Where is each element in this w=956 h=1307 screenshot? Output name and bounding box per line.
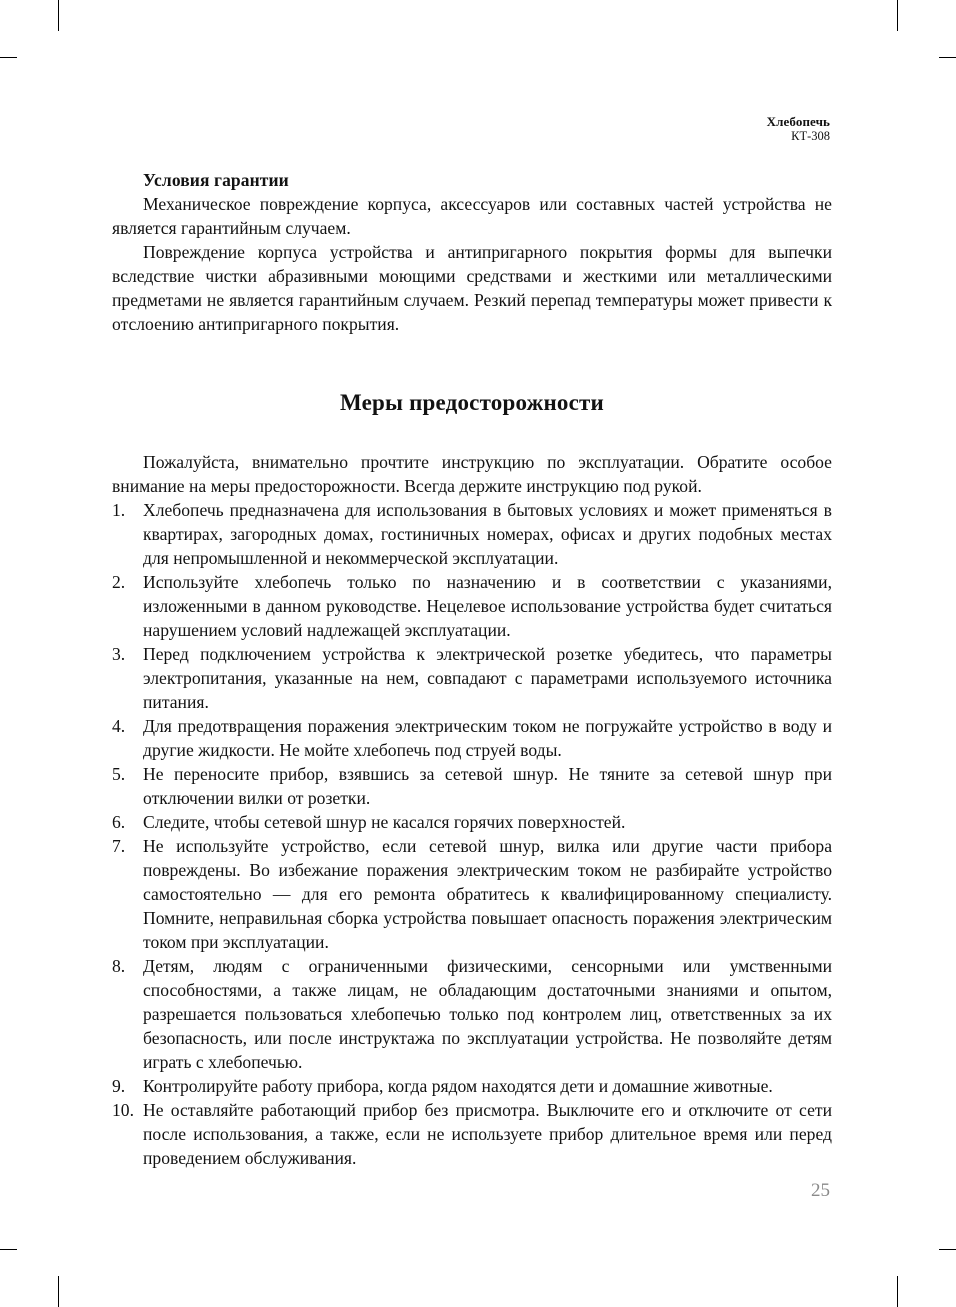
list-item-number: 1. — [112, 500, 126, 520]
crop-mark-bottom-right-vertical — [897, 1276, 898, 1307]
running-head-model: КТ-308 — [791, 129, 830, 144]
list-item — [112, 498, 832, 570]
page-number: 25 — [811, 1180, 830, 1201]
list-item — [112, 1098, 832, 1170]
list-item — [112, 810, 832, 834]
running-head — [767, 114, 830, 144]
spacer-below-main-heading — [112, 418, 832, 450]
warranty-paragraph-2: Повреждение корпуса устройства и антипригарного покрытия формы для выпечки вследствие чистки абразивными моющими средствами и жесткими или металлическими предметами не является гарантийным случаем. Резкий перепад температуры может привести к отслоению антипригарного покрытия. — [112, 242, 832, 334]
warranty-paragraph-1: Механическое повреждение корпуса, аксессуаров или составных частей устройства не является гарантийным случаем. — [112, 194, 832, 238]
crop-mark-top-left-vertical — [58, 0, 59, 31]
crop-mark-bottom-left-vertical — [58, 1276, 59, 1307]
list-item-text: Не оставляйте работающий прибор без присмотра. Выключите его и отключите от сети после использования, а также, если не используете прибор длительное время или перед проведением обслуживания. — [143, 1100, 832, 1168]
list-item-text: Для предотвращения поражения электрическим током не погружайте устройство в воду и другие жидкости. Не мойте хлебопечь под струей воды. — [143, 716, 832, 760]
list-item — [112, 570, 832, 642]
warranty-heading: Условия гарантии — [143, 170, 289, 190]
crop-mark-bottom-right-horizontal — [939, 1249, 956, 1250]
list-item-text: Хлебопечь предназначена для использования в бытовых условиях и может применяться в квартирах, загородных домах, гостиничных номерах, офисах и других подобных местах для непромышленной и некоммерческой эксплуатации. — [143, 500, 832, 568]
running-head-title: Хлебопечь — [766, 114, 830, 129]
crop-mark-top-right-horizontal — [939, 57, 956, 58]
list-item-text: Не переносите прибор, взявшись за сетевой шнур. Не тяните за сетевой шнур при отключении вилки от розетки. — [143, 764, 832, 808]
safety-rules-list — [112, 498, 832, 1170]
spacer-above-main-heading — [112, 336, 832, 388]
crop-mark-top-left-horizontal — [0, 57, 17, 58]
list-item — [112, 762, 832, 810]
text-column — [112, 168, 832, 1170]
list-item-number: 2. — [112, 572, 126, 592]
crop-mark-top-right-vertical — [897, 0, 898, 31]
list-item-text: Следите, чтобы сетевой шнур не касался горячих поверхностей. — [143, 812, 626, 832]
list-item-number: 9. — [112, 1076, 126, 1096]
list-item — [112, 834, 832, 954]
list-item-number: 4. — [112, 716, 126, 736]
list-item-number: 5. — [112, 764, 126, 784]
list-item-number: 10. — [112, 1100, 134, 1120]
list-item — [112, 642, 832, 714]
list-item — [112, 954, 832, 1074]
list-item-number: 7. — [112, 836, 126, 856]
page-title: Меры предосторожности — [339, 390, 604, 415]
list-item — [112, 1074, 832, 1098]
list-item-text: Используйте хлебопечь только по назначению и в соответствии с указаниями, изложенными в данном руководстве. Нецелевое использование устройства будет считаться нарушением условий надлежащей эксплуатации. — [143, 572, 832, 640]
list-item-number: 6. — [112, 812, 126, 832]
safety-intro-paragraph: Пожалуйста, внимательно прочтите инструкцию по эксплуатации. Обратите особое внимание на меры предосторожности. Всегда держите инструкцию под рукой. — [112, 452, 832, 496]
crop-mark-bottom-left-horizontal — [0, 1249, 17, 1250]
list-item — [112, 714, 832, 762]
list-item-number: 3. — [112, 644, 126, 664]
list-item-text: Контролируйте работу прибора, когда рядом находятся дети и домашние животные. — [143, 1076, 773, 1096]
list-item-text: Перед подключением устройства к электрической розетке убедитесь, что параметры электропитания, указанные на нем, совпадают с параметрами используемого источника питания. — [143, 644, 832, 712]
list-item-text: Не используйте устройство, если сетевой шнур, вилка или другие части прибора повреждены. Во избежание поражения электрическим током не разбирайте устройство самостоятельно — для его ремонта обратитесь к квалифицированному специалисту. Помните, неправильная сборка устройства повышает опасность поражения электрическим током при эксплуатации. — [143, 836, 832, 952]
list-item-number: 8. — [112, 956, 126, 976]
list-item-text: Детям, людям с ограниченными физическими, сенсорными или умственными способностями, а также лицам, не обладающим достаточными знаниями и опытом, разрешается пользоваться хлебопечью только под контролем лиц, ответственных за их безопасность, или после инструктажа по эксплуатации устройства. Не позволяйте детям играть с хлебопечью. — [143, 956, 832, 1072]
